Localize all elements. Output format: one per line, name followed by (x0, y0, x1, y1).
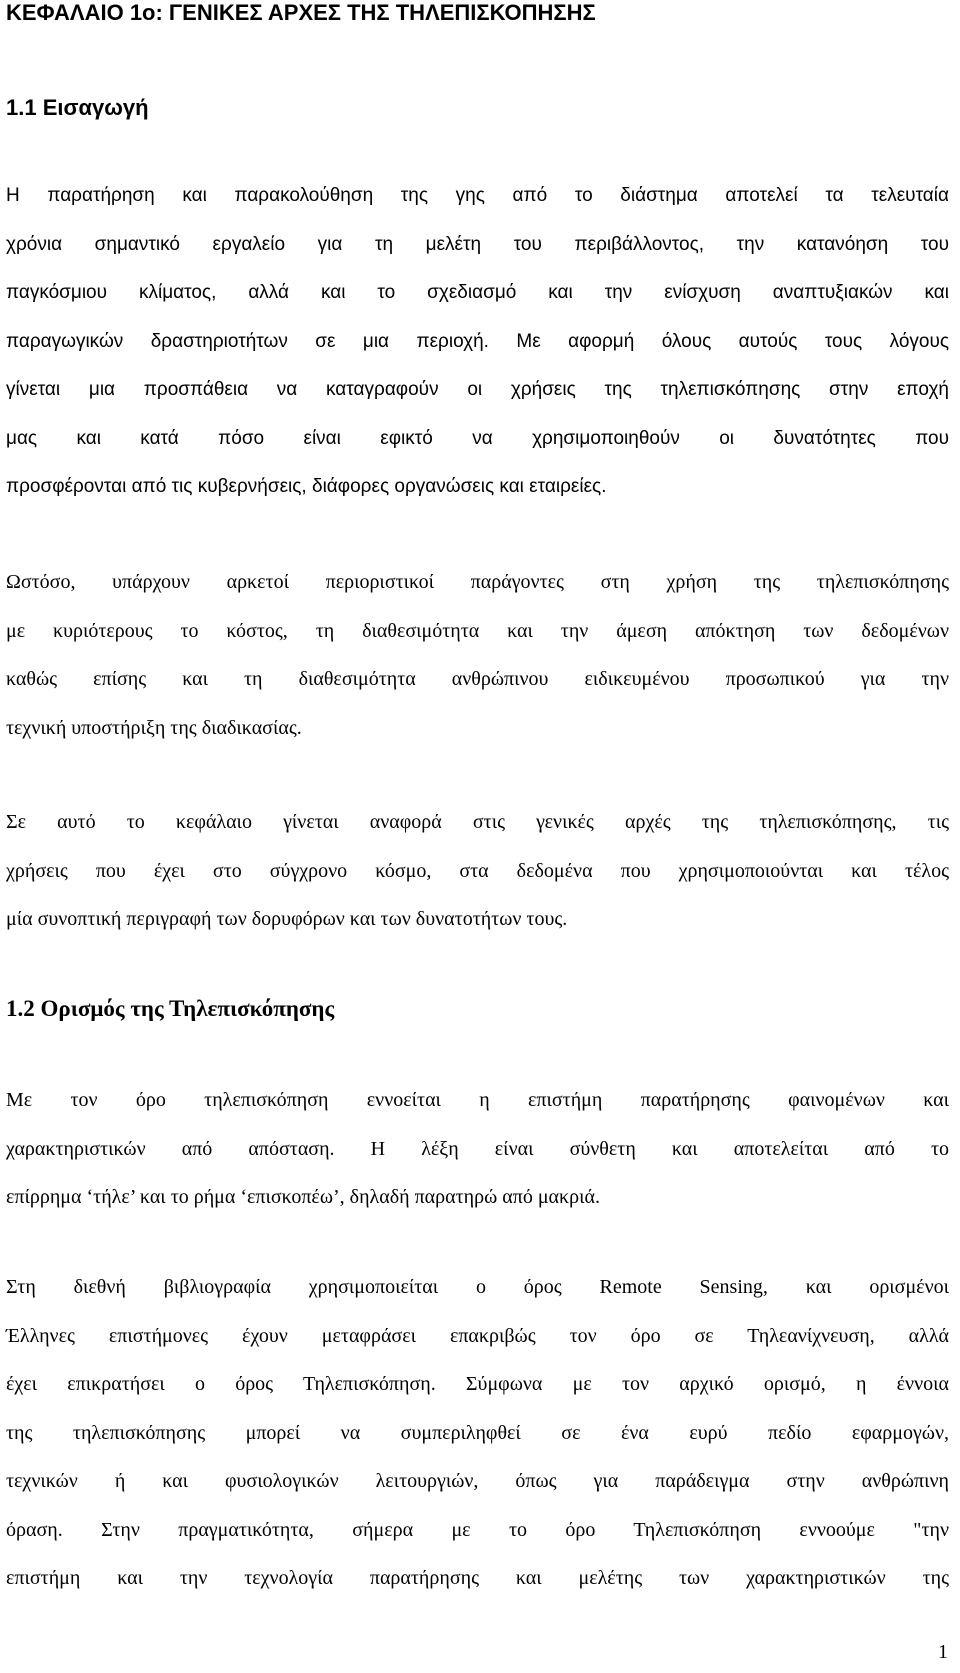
paragraph-line: μας και κατά πόσο είναι εφικτό να χρησιμοποιηθούν οι δυνατότητες που (6, 427, 949, 449)
paragraph-intro-2 (6, 558, 949, 752)
paragraph-line: παγκόσμιου κλίματος, αλλά και το σχεδιασμό και την ενίσχυση αναπτυξιακών και (6, 282, 949, 303)
page-number: 1 (938, 1641, 948, 1663)
paragraph-line: μία συνοπτική περιγραφή των δορυφόρων και των δυνατοτήτων τους. (6, 908, 568, 930)
paragraph-intro-1 (6, 172, 949, 512)
paragraph-line: Στη διεθνή βιβλιογραφία χρησιμοποιείται ο όρος Remote Sensing, και ορισμένοι (6, 1276, 949, 1298)
section-title-introduction: 1.1 Εισαγωγή (6, 95, 149, 120)
paragraph-definition-2 (6, 1263, 949, 1603)
paragraph-line: της τηλεπισκόπησης μπορεί να συμπεριληφθεί σε ένα ευρύ πεδίο εφαρμογών, (6, 1421, 949, 1444)
paragraph-line: Σε αυτό το κεφάλαιο γίνεται αναφορά στις γενικές αρχές της τηλεπισκόπησης, τις (6, 811, 949, 833)
paragraph-line: καθώς επίσης και τη διαθεσιμότητα ανθρώπινου ειδικευμένου προσωπικού για την (6, 668, 949, 690)
paragraph-line: Η παρατήρηση και παρακολούθηση της γης από το διάστημα αποτελεί τα τελευταία (6, 185, 949, 206)
paragraph-line: όραση. Στην πραγματικότητα, σήμερα με το όρο Τηλεπισκόπηση εννοούμε "την (6, 1518, 949, 1541)
paragraph-line: Έλληνες επιστήμονες έχουν μεταφράσει επακριβώς τον όρο σε Τηλεανίχνευση, αλλά (6, 1324, 949, 1347)
paragraph-line: επίρρημα ‘τήλε’ και το ρήμα ‘επισκοπέω’, δηλαδή παρατηρώ από μακριά. (6, 1186, 600, 1208)
section-title-definition: 1.2 Ορισμός της Τηλεπισκόπησης (6, 996, 335, 1021)
paragraph-line: με κυριότερους το κόστος, τη διαθεσιμότητα και την άμεση απόκτηση των δεδομένων (6, 619, 949, 642)
paragraph-line: χρόνια σημαντικό εργαλείο για τη μελέτη του περιβάλλοντος, την κατανόηση του (6, 233, 949, 255)
paragraph-line: Με τον όρο τηλεπισκόπηση εννοείται η επιστήμη παρατήρησης φαινομένων και (6, 1089, 949, 1111)
paragraph-line: τεχνική υποστήριξη της διαδικασίας. (6, 716, 302, 739)
paragraph-line: προσφέρονται από τις κυβερνήσεις, διάφορες οργανώσεις και εταιρείες. (6, 476, 607, 497)
paragraph-line: χρήσεις που έχει στο σύγχρονο κόσμο, στα δεδομένα που χρησιμοποιούνται και τέλος (6, 859, 949, 882)
paragraph-definition-1 (6, 1076, 949, 1222)
paragraph-line: τεχνικών ή και φυσιολογικών λειτουργιών, όπως για παράδειγμα στην ανθρώπινη (6, 1470, 949, 1492)
paragraph-line: Ωστόσο, υπάρχουν αρκετοί περιοριστικοί παράγοντες στη χρήση της τηλεπισκόπησης (6, 571, 949, 593)
chapter-title: ΚΕΦΑΛΑΙΟ 1ο: ΓΕΝΙΚΕΣ ΑΡΧΕΣ ΤΗΣ ΤΗΛΕΠΙΣΚΟΠΗΣΗΣ (6, 0, 596, 25)
paragraph-line: γίνεται μια προσπάθεια να καταγραφούν οι χρήσεις της τηλεπισκόπησης στην εποχή (6, 379, 949, 400)
paragraph-intro-3 (6, 798, 949, 944)
paragraph-line: χαρακτηριστικών από απόσταση. Η λέξη είναι σύνθετη και αποτελείται από το (6, 1137, 949, 1160)
paragraph-line: παραγωγικών δραστηριοτήτων σε μια περιοχή. Με αφορμή όλους αυτούς τους λόγους (6, 330, 949, 352)
paragraph-line: επιστήμη και την τεχνολογία παρατήρησης και μελέτης των χαρακτηριστικών της (6, 1567, 949, 1589)
paragraph-line: έχει επικρατήσει ο όρος Τηλεπισκόπηση. Σύμφωνα με τον αρχικό ορισμό, η έννοια (6, 1373, 949, 1395)
